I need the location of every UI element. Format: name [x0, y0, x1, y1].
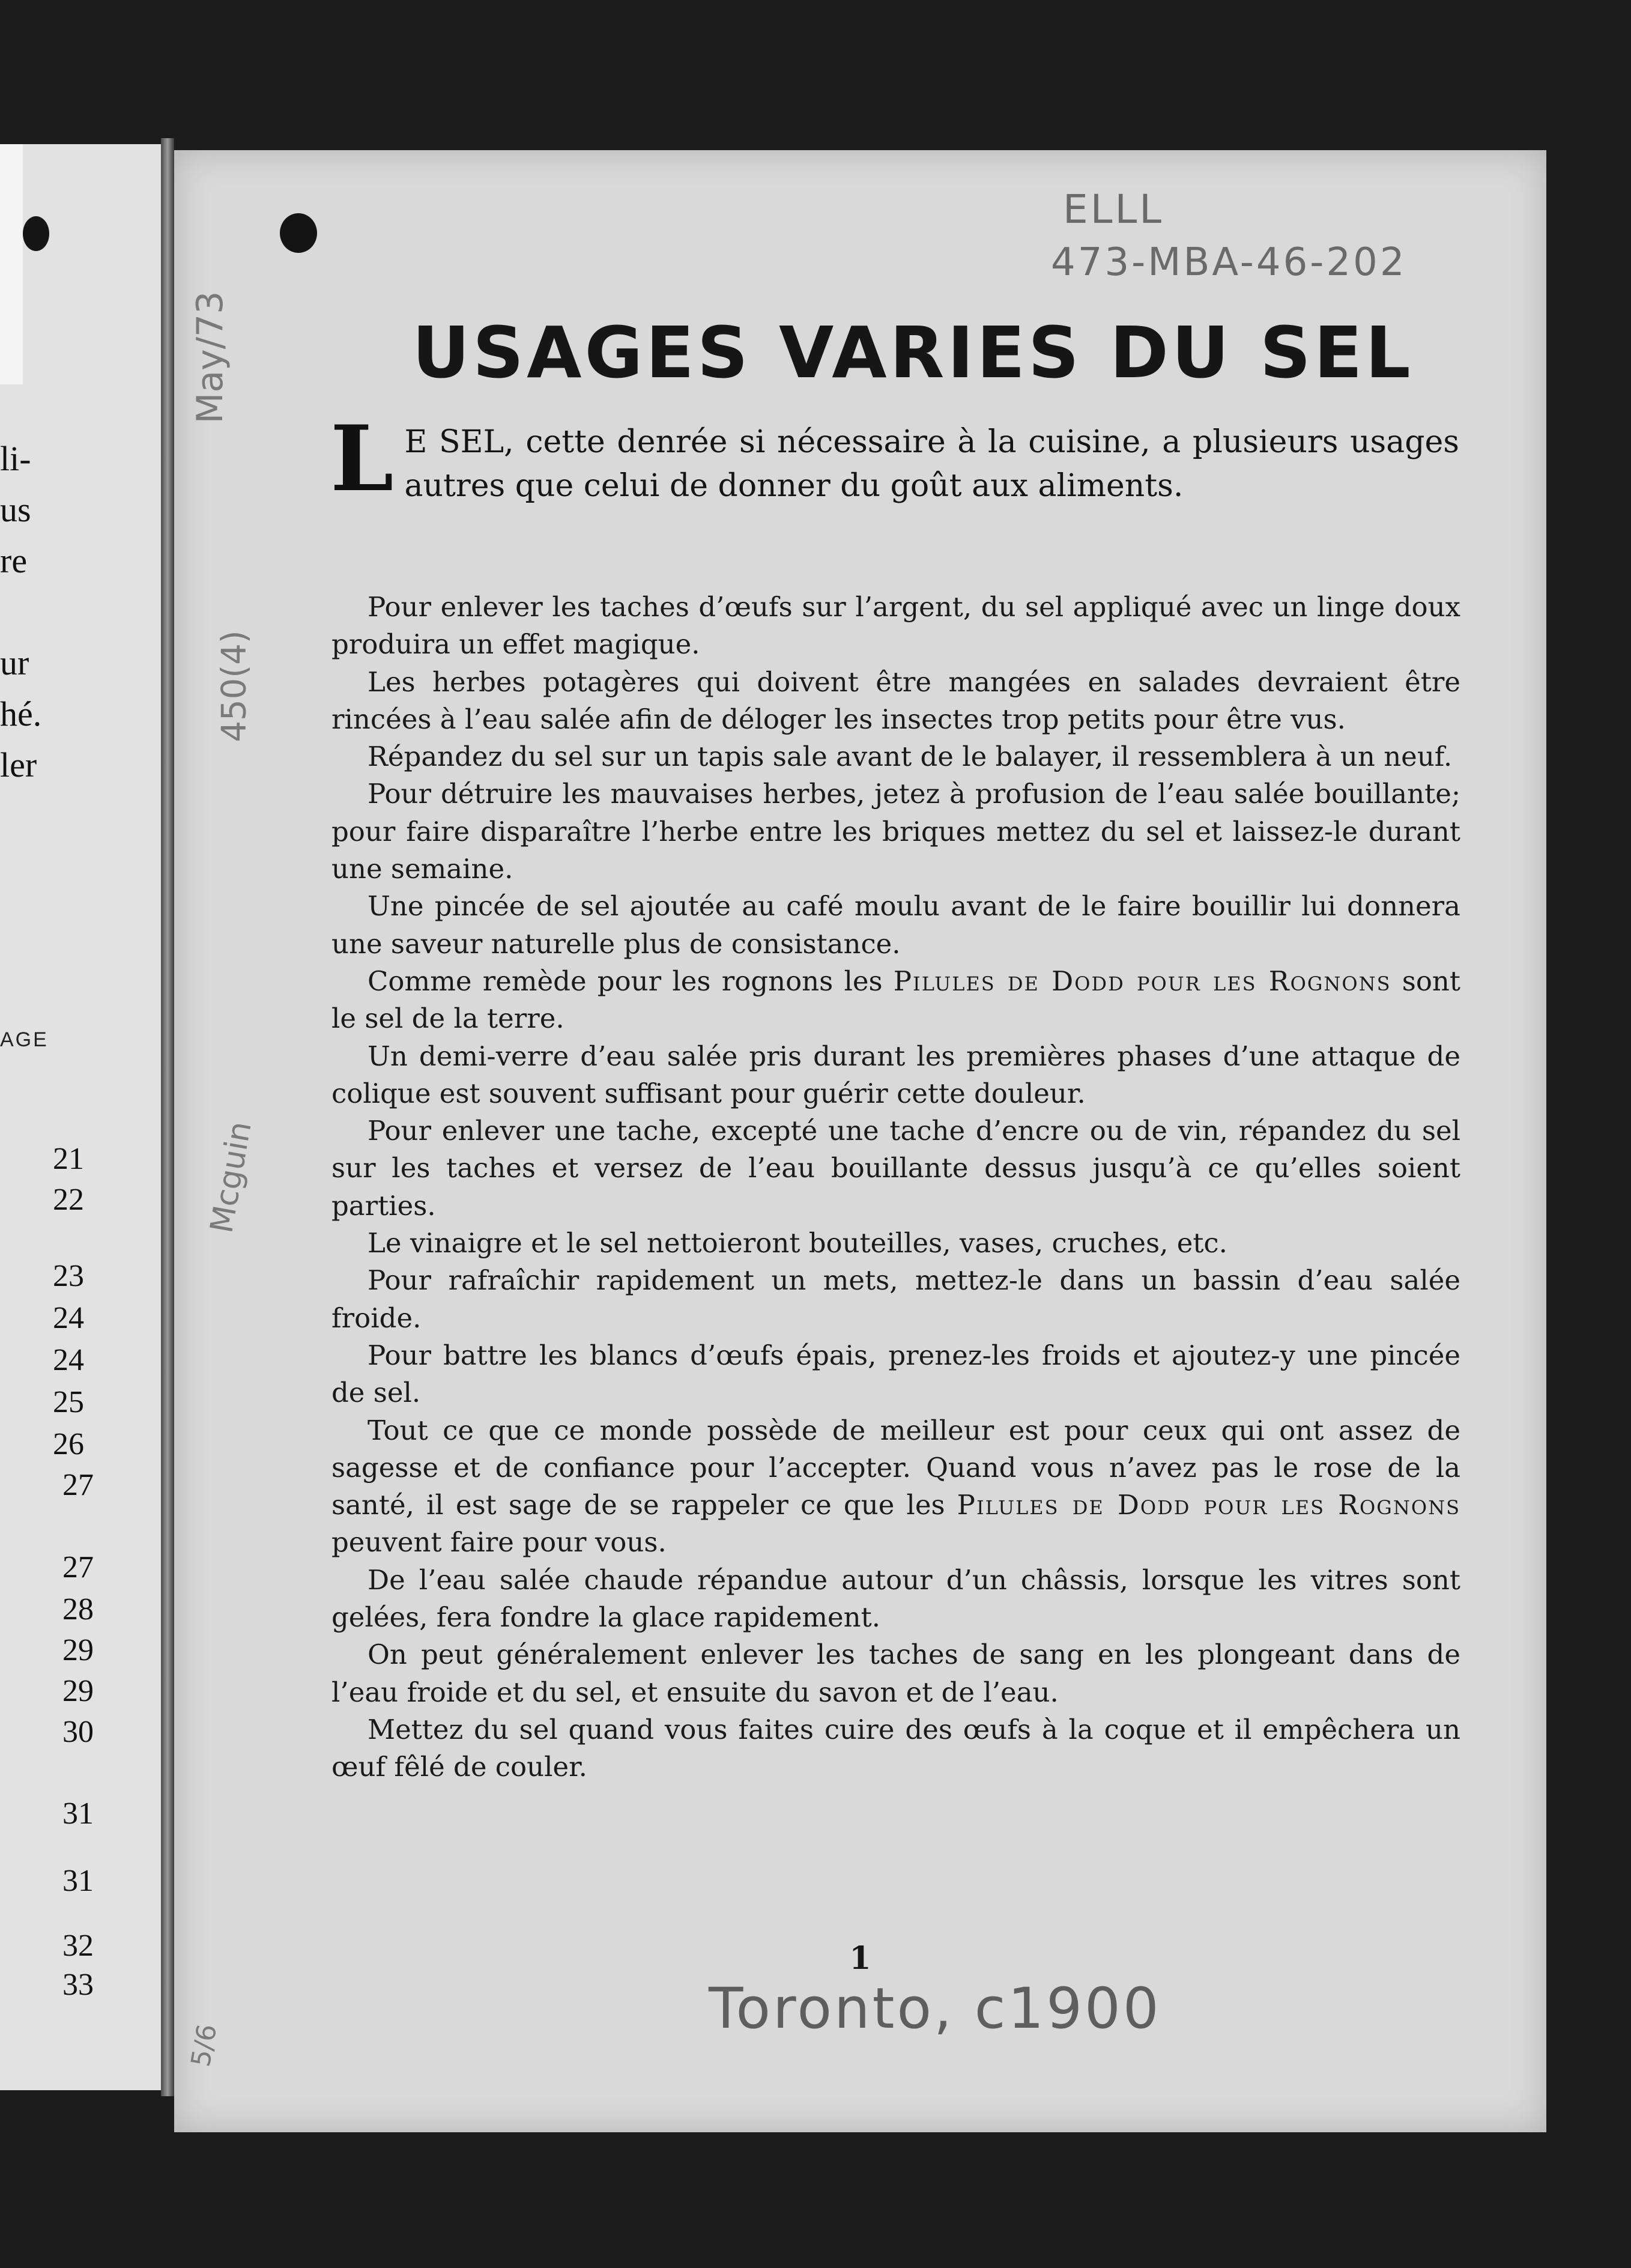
handwritten-corner-note: 5/6: [185, 2022, 223, 2069]
toc-page-number: 33: [62, 1968, 94, 2002]
paragraph: De l’eau salée chaude répandue autour d’un châssis, lorsque les vitres sont gelées, fera fondre la glace rapidement.: [331, 1563, 1460, 1634]
toc-page-number: 28: [62, 1592, 94, 1627]
paragraph: Mettez du sel quand vous faites cuire des œufs à la coque et il empêchera un œuf fêlé de couler.: [331, 1713, 1460, 1783]
toc-page-number: 32: [62, 1929, 94, 1963]
toc-page-number: 23: [53, 1259, 84, 1293]
remedy-text: peuvent faire pour vous.: [331, 1526, 667, 1559]
paragraph: Pour battre les blancs d’œufs épais, prenez-les froids et ajoutez-y une pincée de sel.: [331, 1339, 1460, 1409]
remedy-text: sont le sel de la terre.: [331, 965, 1460, 1035]
index-card-edge: [0, 144, 23, 384]
book-gutter: [161, 138, 174, 2096]
paragraph: Les herbes potagères qui doivent être mangées en salades devraient être rincées à l’eau salée afin de déloger les insectes trop petits pour être vus.: [331, 666, 1460, 735]
brand-name: Pilules de Dodd pour les Rognons: [957, 1489, 1460, 1521]
brand-name: Pilules de Dodd pour les Rognons: [893, 965, 1391, 997]
facing-page-fragment: us: [0, 490, 31, 529]
paragraph: On peut généralement enlever les taches de sang en les plongeant dans de l’eau froide et du sel, et ensuite du savon et de l’eau.: [331, 1639, 1460, 1708]
remedy-paragraph: [331, 963, 1460, 1038]
toc-page-number: 22: [53, 1183, 84, 1217]
paragraph: Le vinaigre et le sel nettoieront bouteilles, vases, cruches, etc.: [368, 1227, 1227, 1260]
paragraph: Un demi-verre d’eau salée pris durant les premières phases d’une attaque de colique est souvent suffisant pour guérir cette douleur.: [331, 1040, 1460, 1109]
toc-page-number: 26: [53, 1427, 84, 1461]
handwritten-catalogue-number: 473-MBA-46-202: [1051, 240, 1407, 285]
intro-text: E SEL, cette denrée si nécessaire à la cuisine, a plusieurs usages autres que celui de donner du goût aux aliments.: [404, 424, 1459, 504]
toc-page-number: 31: [62, 1864, 94, 1898]
facing-page-fragment: re: [0, 541, 28, 580]
handwritten-place-date: Toronto, c1900: [709, 1976, 1161, 2042]
punch-hole: [280, 213, 317, 253]
toc-page-number: 21: [53, 1142, 84, 1176]
toc-page-number: 25: [53, 1385, 84, 1419]
toc-page-number: 27: [62, 1468, 94, 1502]
facing-page-fragment: hé.: [0, 694, 42, 733]
facing-page-fragment: ur: [0, 643, 29, 682]
facing-page-fragment: ler: [0, 745, 37, 784]
punch-hole: [23, 216, 49, 251]
handwritten-margin-name: Mcguin: [204, 1118, 259, 1236]
toc-page-number: 29: [62, 1633, 94, 1667]
paragraph: Pour enlever les taches d’œufs sur l’argent, du sel appliqué avec un linge doux produira un effet magique.: [331, 591, 1460, 661]
paragraph: Pour rafraîchir rapidement un mets, mettez-le dans un bassin d’eau salée froide.: [331, 1264, 1460, 1334]
handwritten-margin-code: 450(4): [214, 630, 254, 742]
paragraph: Une pincée de sel ajoutée au café moulu avant de le faire bouillir lui donnera une saveur naturelle plus de consistance.: [331, 890, 1460, 960]
handwritten-code: ELLL: [1063, 186, 1164, 232]
scanned-page: [174, 150, 1546, 2132]
paragraph: Répandez du sel sur un tapis sale avant de le balayer, il ressemblera à un neuf.: [368, 741, 1453, 773]
paragraph: Pour détruire les mauvaises herbes, jetez à profusion de l’eau salée bouillante; pour faire disparaître l’herbe entre les briques mettez du sel et laissez-le durant une semaine.: [331, 778, 1460, 885]
facing-page: [0, 144, 161, 2090]
handwritten-margin-date: May/73: [189, 291, 231, 424]
facing-page-fragment: li-: [0, 439, 31, 478]
drop-cap: L: [330, 406, 394, 512]
toc-page-number: 30: [62, 1715, 94, 1749]
toc-page-number: 24: [53, 1343, 84, 1377]
toc-page-number: 31: [62, 1797, 94, 1831]
facing-page-column-head: AGE: [0, 1028, 49, 1051]
remedy-text: Tout ce que ce monde possède de meilleur est pour ceux qui ont assez de sagesse et de confiance pour l’accepter. Quand vous n’avez pas le rose de la santé, il est sage de se rappeler ce que les: [331, 1414, 1460, 1521]
toc-page-number: 24: [53, 1301, 84, 1335]
article-body: [331, 589, 1460, 1786]
intro-paragraph: [330, 406, 1459, 512]
remedy-text: Comme remède pour les rognons les: [368, 965, 894, 997]
page-title: USAGES VARIES DU SEL: [412, 311, 1414, 394]
page-number: 1: [849, 1940, 871, 1977]
paragraph: Pour enlever une tache, excepté une tache d’encre ou de vin, répandez du sel sur les taches et versez de l’eau bouillante dessus jusqu’à ce qu’elles soient parties.: [331, 1115, 1460, 1222]
remedy-paragraph: [331, 1412, 1460, 1562]
toc-page-number: 27: [62, 1550, 94, 1584]
toc-page-number: 29: [62, 1674, 94, 1708]
